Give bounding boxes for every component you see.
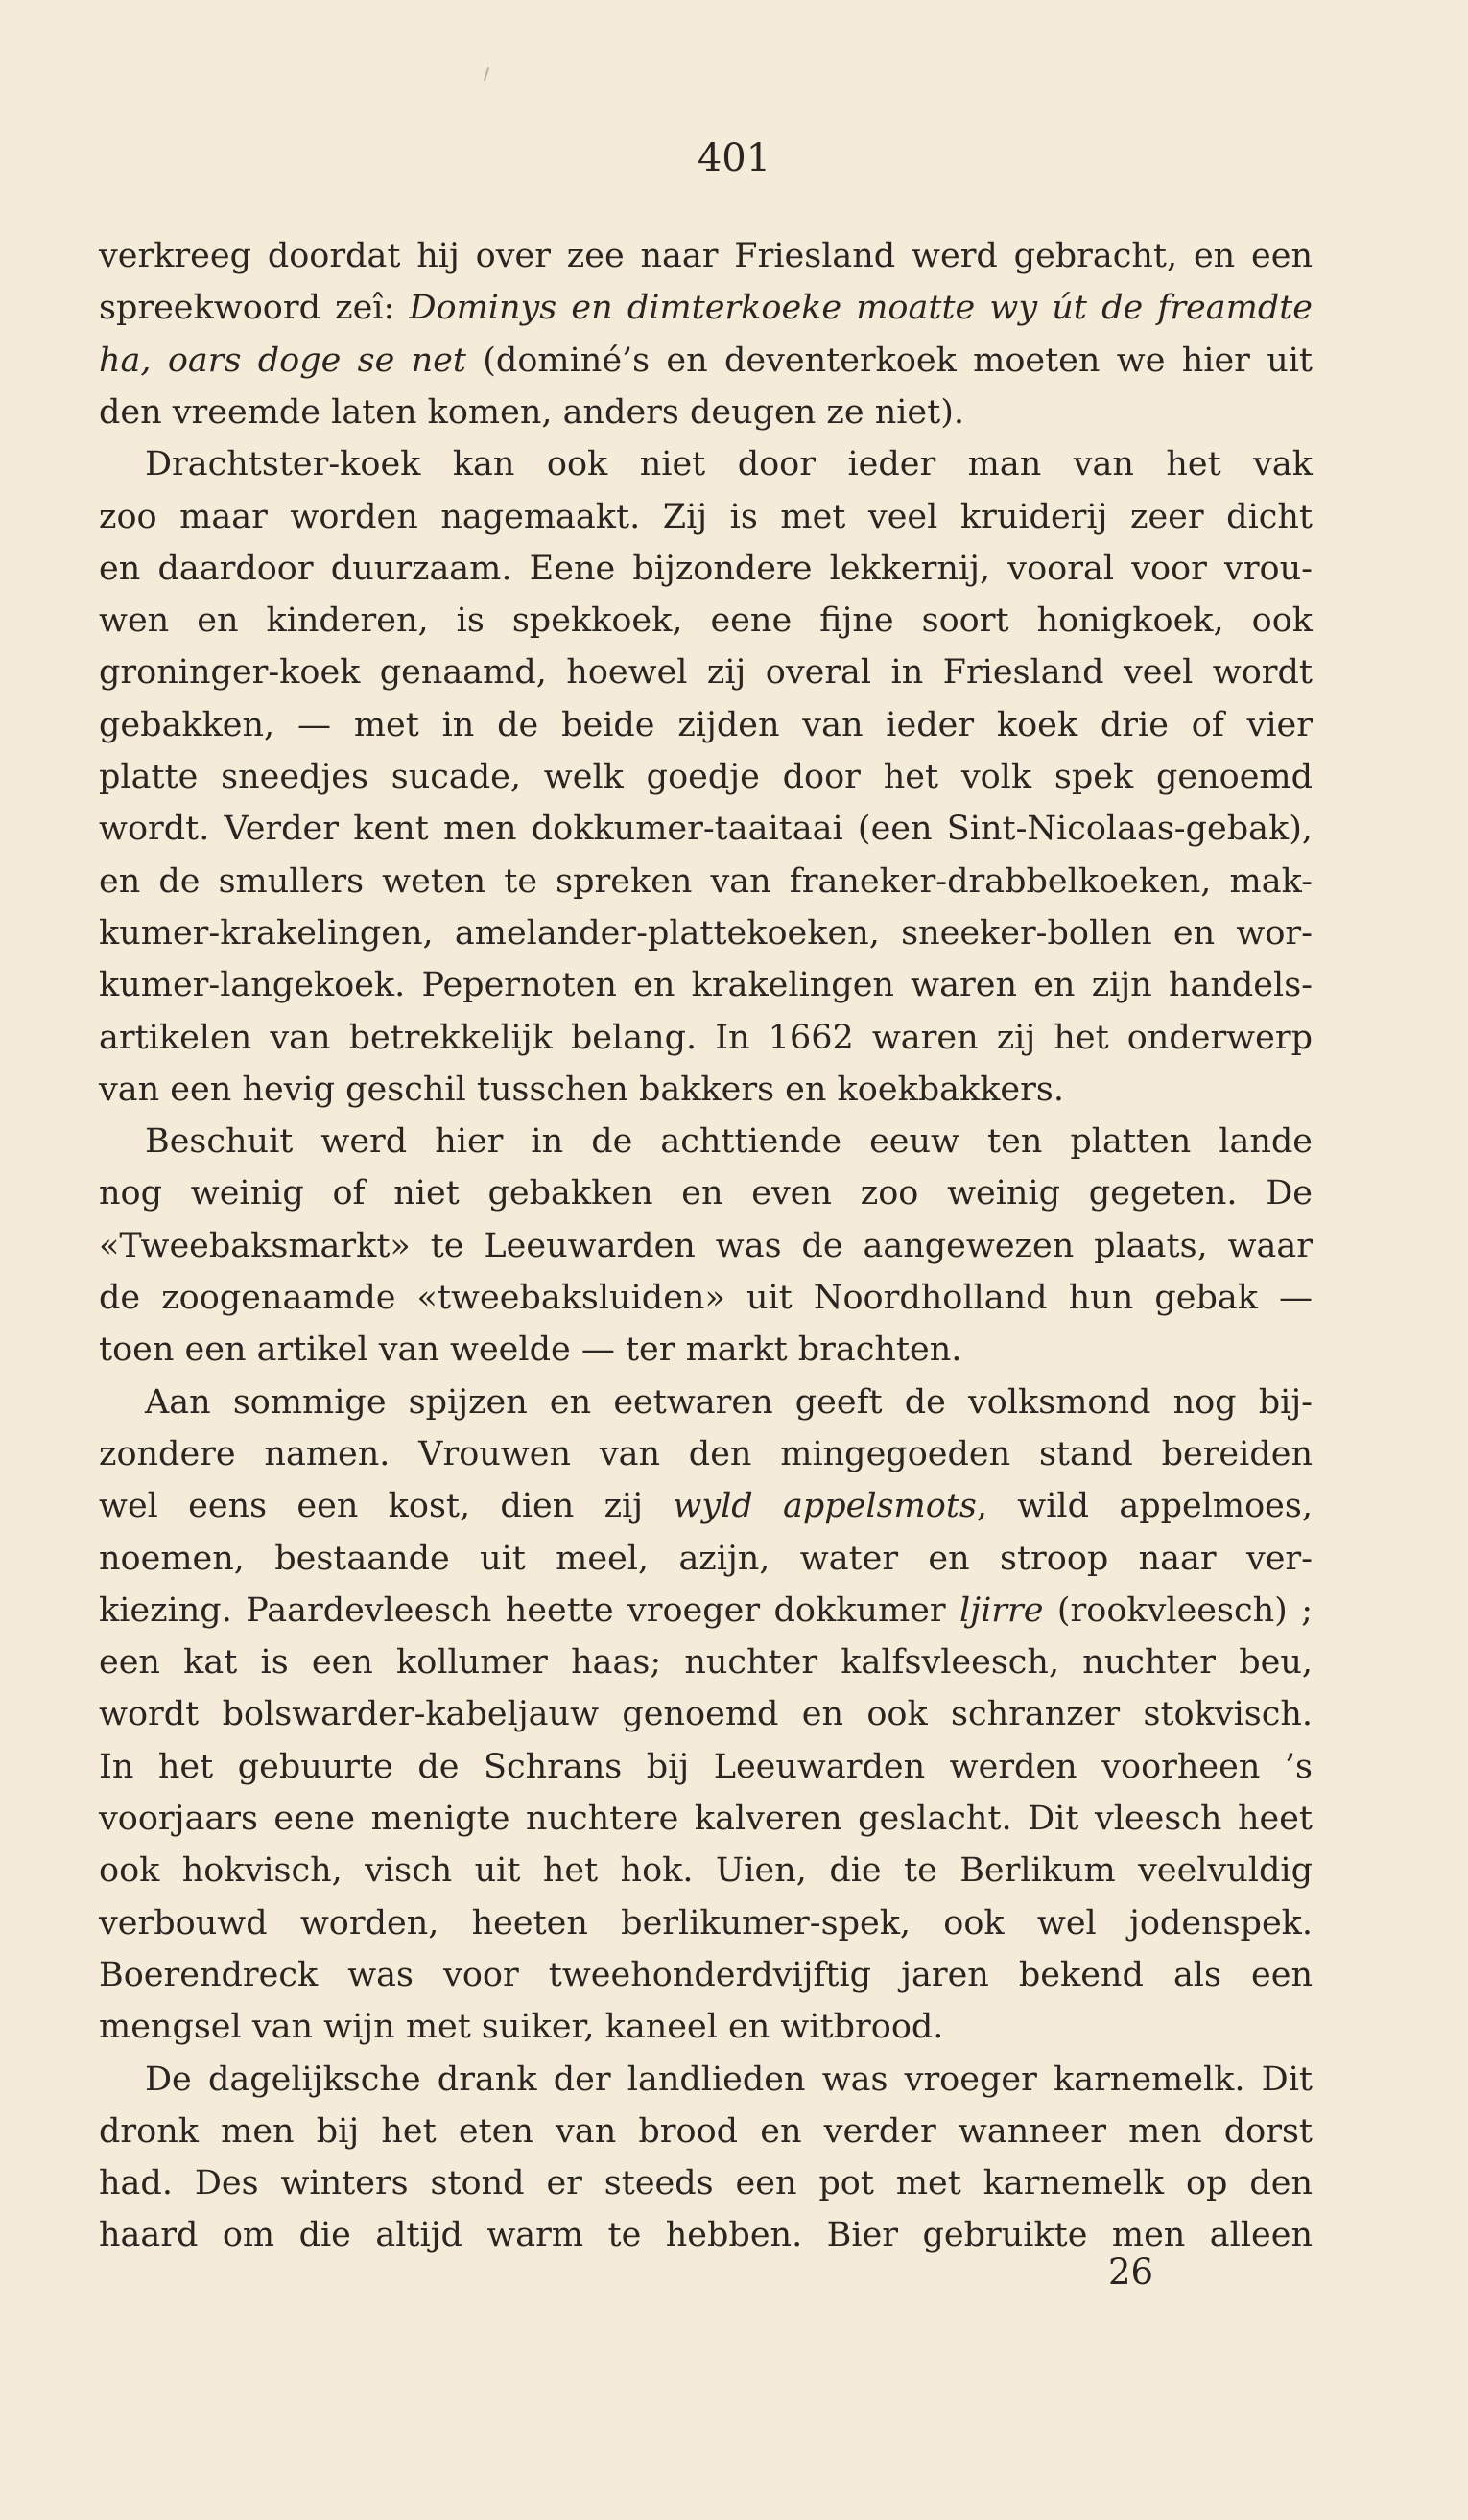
text-line bbox=[99, 1220, 1313, 1272]
text-segment: kumer-krakelingen, amelander-plattekoeken, sneeker-bollen en wor- bbox=[99, 913, 1313, 953]
text-segment: had. Des winters stond er steeds een pot met karnemelk op den bbox=[99, 2164, 1313, 2203]
text-line bbox=[99, 1949, 1313, 2001]
text-line bbox=[99, 959, 1313, 1011]
italic-text: ljirre bbox=[959, 1590, 1044, 1630]
text-line bbox=[99, 595, 1313, 647]
text-line bbox=[99, 1533, 1313, 1585]
text-segment: De dagelijksche drank der landlieden was vroeger karnemelk. Dit bbox=[145, 2060, 1313, 2099]
text-line bbox=[99, 2106, 1313, 2157]
text-line bbox=[99, 1845, 1313, 1896]
text-segment: spreekwoord zeî: bbox=[99, 289, 410, 328]
text-line bbox=[99, 907, 1313, 959]
text-line bbox=[99, 387, 964, 438]
text-segment: van een hevig geschil tusschen bakkers en koekbakkers. bbox=[99, 1070, 1064, 1109]
text-segment: verkreeg doordat hij over zee naar Friesland werd gebracht, en een bbox=[99, 237, 1313, 275]
text-segment: wordt bolswarder-kabeljauw genoemd en ook schranzer stokvisch. bbox=[99, 1695, 1313, 1734]
text-line bbox=[99, 1064, 1064, 1116]
text-segment: In het gebuurte de Schrans bij Leeuwarden werden voorheen ’s bbox=[99, 1747, 1313, 1786]
italic-text: wyld appelsmots bbox=[673, 1487, 977, 1526]
text-line bbox=[99, 1585, 1313, 1637]
text-line bbox=[99, 1897, 1313, 1949]
text-line bbox=[99, 1428, 1313, 1480]
text-segment: den vreemde laten komen, anders deugen ze niet). bbox=[99, 392, 964, 432]
text-segment: «Tweebaksmarkt» te Leeuwarden was de aangewezen plaats, waar bbox=[99, 1226, 1313, 1265]
text-line bbox=[99, 1741, 1313, 1793]
text-line bbox=[99, 335, 1313, 387]
text-line bbox=[99, 1793, 1313, 1845]
text-segment: zondere namen. Vrouwen van den mingegoeden stand bereiden bbox=[99, 1434, 1313, 1473]
text-line bbox=[99, 1116, 1313, 1167]
text-line bbox=[99, 438, 1313, 490]
text-segment: Drachtster-koek kan ook niet door ieder man van het vak bbox=[145, 445, 1313, 484]
text-segment: Boerendreck was voor tweehonderdvijftig jaren bekend als een bbox=[99, 1955, 1313, 1994]
text-line bbox=[99, 282, 1313, 334]
text-segment: voorjaars eene menigte nuchtere kalveren geslacht. Dit vleesch heet bbox=[99, 1800, 1313, 1838]
signature-mark: 26 bbox=[1108, 2251, 1154, 2293]
text-segment: ook hokvisch, visch uit het hok. Uien, die te Berlikum veelvuldig bbox=[99, 1851, 1313, 1891]
text-segment: kiezing. Paardevleesch heette vroeger dokkumer bbox=[99, 1590, 960, 1630]
text-line bbox=[99, 230, 1313, 282]
text-segment: platte sneedjes sucade, welk goedje door het volk spek genoemd bbox=[99, 758, 1313, 796]
text-line bbox=[99, 1637, 1313, 1688]
page-number: 401 bbox=[697, 136, 771, 180]
italic-text: Dominys en dimterkoeke moatte wy út de freamdte bbox=[409, 289, 1314, 328]
text-segment: (rookvleesch) ; bbox=[1043, 1590, 1313, 1630]
text-segment: verbouwd worden, heeten berlikumer-spek, ook wel jodenspek. bbox=[99, 1903, 1313, 1943]
text-segment: een kat is een kollumer haas; nuchter kalfsvleesch, nuchter beu, bbox=[99, 1643, 1313, 1683]
text-line bbox=[99, 1012, 1313, 1064]
text-line bbox=[99, 2157, 1313, 2209]
paper-mark bbox=[484, 67, 489, 81]
text-line bbox=[99, 647, 1313, 698]
text-line bbox=[99, 491, 1313, 543]
text-line bbox=[99, 803, 1313, 855]
text-line bbox=[99, 856, 1313, 907]
text-line bbox=[99, 1167, 1313, 1219]
text-line bbox=[99, 699, 1313, 751]
text-segment: de zoogenaamde «tweebaksluiden» uit Noordholland hun gebak — bbox=[99, 1279, 1313, 1317]
text-segment: wen en kinderen, is spekkoek, eene fijne soort honigkoek, ook bbox=[99, 601, 1313, 641]
text-segment: wordt. Verder kent men dokkumer-taaitaai (een Sint-Nicolaas-gebak), bbox=[99, 810, 1313, 849]
text-line bbox=[99, 2001, 943, 2053]
text-segment: en daardoor duurzaam. Eene bijzondere lekkernij, vooral voor vrou- bbox=[99, 549, 1313, 588]
text-line bbox=[99, 1688, 1313, 1740]
text-segment: Beschuit werd hier in de achttiende eeuw ten platten lande bbox=[145, 1122, 1313, 1162]
text-segment: dronk men bij het eten van brood en verder wanneer men dorst bbox=[99, 2111, 1313, 2151]
text-segment: groninger-koek genaamd, hoewel zij overal in Friesland veel wordt bbox=[99, 653, 1313, 693]
text-line bbox=[99, 1272, 1313, 1324]
text-line bbox=[99, 2054, 1313, 2106]
text-segment: kumer-langekoek. Pepernoten en krakelingen waren en zijn handels- bbox=[99, 966, 1313, 1005]
text-line bbox=[99, 543, 1313, 595]
text-segment: artikelen van betrekkelijk belang. In 1662 waren zij het onderwerp bbox=[99, 1018, 1313, 1057]
text-segment: en de smullers weten te spreken van franeker-drabbelkoeken, mak- bbox=[99, 861, 1313, 901]
text-segment: nog weinig of niet gebakken en even zoo weinig gegeten. De bbox=[99, 1174, 1313, 1213]
text-segment: mengsel van wijn met suiker, kaneel en witbrood. bbox=[99, 2008, 944, 2047]
text-segment: , wild appelmoes, bbox=[976, 1487, 1313, 1526]
text-line bbox=[99, 751, 1313, 803]
text-segment: Aan sommige spijzen en eetwaren geeft de volksmond nog bij- bbox=[145, 1382, 1313, 1422]
text-segment: wel eens een kost, dien zij bbox=[99, 1487, 674, 1526]
text-segment: toen een artikel van weelde — ter markt brachten. bbox=[99, 1331, 962, 1370]
text-line bbox=[99, 1377, 1313, 1428]
text-segment: haard om die altijd warm te hebben. Bier gebruikte men alleen bbox=[99, 2216, 1313, 2255]
text-line bbox=[99, 1480, 1313, 1532]
text-segment: zoo maar worden nagemaakt. Zij is met veel kruiderij zeer dicht bbox=[99, 497, 1313, 536]
text-segment: (dominé’s en deventerkoek moeten we hier uit bbox=[465, 341, 1313, 380]
text-segment: noemen, bestaande uit meel, azijn, water en stroop naar ver- bbox=[99, 1539, 1313, 1578]
text-line bbox=[99, 1324, 961, 1376]
text-segment: gebakken, — met in de beide zijden van ieder koek drie of vier bbox=[99, 705, 1313, 744]
italic-text: ha, oars doge se net bbox=[99, 341, 466, 380]
